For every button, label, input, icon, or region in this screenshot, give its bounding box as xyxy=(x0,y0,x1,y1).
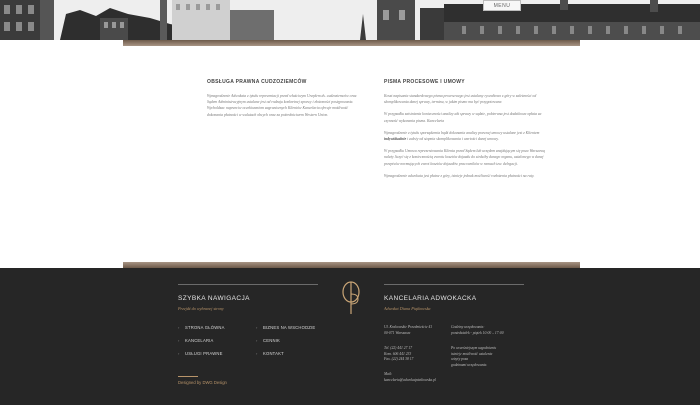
phone-line[interactable]: Fax. (22) 244 38 17 xyxy=(384,357,414,362)
address-line: 00-071 Warszawa xyxy=(384,330,411,335)
nav-link-contact[interactable] xyxy=(256,351,284,356)
footer xyxy=(0,268,700,405)
hours-value: poniedziałek - piątek 10:00 – 17:00 xyxy=(451,330,504,335)
section-paragraph: W przypadku zaistnienia konieczności analizy akt sprawy w sądzie, pobierana jest dodatkowa opłata za czynność wykonania pisma. Kancelaria xyxy=(384,112,542,123)
section-paragraph: Wynagrodzenie adwokata jest płatne z góry, istnieje jednak możliwość rozłożenia płatności na raty. xyxy=(384,173,535,178)
pleadings-contracts-section xyxy=(384,79,548,185)
quick-nav-subtitle: Przejdź do wybranej strony xyxy=(178,306,224,311)
nav-link-label: STRONA GŁÓWNA xyxy=(185,325,225,330)
note-line: istnieje możliwość ustalenia xyxy=(451,351,493,356)
note-line: Po wcześniejszym uzgodnieniu xyxy=(451,346,497,350)
arrow-right-icon: › xyxy=(178,351,180,356)
arrow-right-icon: › xyxy=(256,351,258,356)
nav-link-home[interactable] xyxy=(178,325,225,330)
note-line: godzinami urzędowania. xyxy=(451,362,488,367)
section-title: PISMA PROCESOWE I UMOWY xyxy=(384,79,465,85)
visit-note xyxy=(451,346,496,368)
divider xyxy=(178,376,198,377)
section-title: OBSŁUGA PRAWNA CUDZOZIEMCÓW xyxy=(207,79,307,85)
foreigners-legal-section xyxy=(207,79,365,124)
note-line: wizyty poza xyxy=(451,357,469,362)
nav-link-label: KONTAKT xyxy=(263,351,284,356)
office-hours xyxy=(451,325,504,336)
section-paragraph: Koszt napisania standardowego pisma procesowego jest ustalany ryczałtowo z góry w zależności od skomplikowania danej sprawy, terminu, w jakim pismo ma być przygotowane. xyxy=(384,94,537,105)
city-skyline-image xyxy=(0,0,700,40)
divider xyxy=(178,284,318,285)
section-paragraph: Wynagrodzenie Adwokata z tytułu reprezentacji przed właściwym Urzędem ds. cudzoziemców oraz Sądem Administracyjnym ustalane jest od rodzaju konkretnej sprawy i złożoności postępowania. Wycholdzac naprzeciw oczekiwaniom zagranicznych Klientów Kancelaria oferuje możliwość dokonania płatności w walutach obcych oraz za pośrednictwem Western Union. xyxy=(207,94,357,117)
address-line: Ul. Krakowskie Przedmieście 41 xyxy=(384,325,433,329)
nav-link-label: BIZNES NA WSCHODZIE xyxy=(263,325,316,330)
hours-title: Godziny urzędowania: xyxy=(451,325,485,329)
address xyxy=(384,325,432,336)
phones xyxy=(384,346,413,363)
email-label: Mail: xyxy=(384,372,393,376)
nav-link-business-east[interactable] xyxy=(256,325,315,330)
phone-line[interactable]: Kom. 606 441 233 xyxy=(384,351,412,356)
emphasized-word: indywidualnie xyxy=(384,137,407,142)
nav-link-pricing[interactable] xyxy=(256,338,280,343)
nav-link-label: KANCELARIA xyxy=(185,338,214,343)
email-link[interactable]: kancelaria@adwokatpiatkowska.pl xyxy=(384,377,437,382)
section-paragraph: W przypadku Umowa reprezentowania Klienta przed Sądem lub urzędem znajdującym się poza Warszawą należy liczyć się z koniecznością zwrotu kosztów dojazdu do siedziby danego organu, ustalonego w danej przepisów normujących zwrot kosztów dojazdów pracowników w ramach tzw. delegacji. xyxy=(384,149,545,166)
phone-line[interactable]: Tel. (22) 441 27 17 xyxy=(384,346,413,350)
pricing-content xyxy=(0,46,700,262)
designed-by-link[interactable]: Designed by DWG Design xyxy=(178,380,227,385)
email-block xyxy=(384,372,436,383)
quick-nav-title: SZYBKA NAWIGACJA xyxy=(178,295,250,302)
arrow-right-icon: › xyxy=(256,325,258,330)
arrow-right-icon: › xyxy=(256,338,258,343)
nav-link-label: CENNIK xyxy=(263,338,281,343)
nav-link-services[interactable] xyxy=(178,351,223,356)
dp-monogram-logo[interactable] xyxy=(340,280,362,316)
hero-banner xyxy=(0,0,700,40)
divider xyxy=(384,284,524,285)
section-paragraph: Wynagrodzenie z tytułu sporządzenia bądź dokonania analizy prawnej umowy ustalane jest z Klientem indywidualnie i zależy od stopnia skomplikowania i wartości danej umowy. xyxy=(384,130,540,142)
menu-button[interactable]: MENU xyxy=(483,0,521,11)
nav-link-label: USŁUGI PRAWNE xyxy=(185,351,223,356)
office-subtitle: Adwokat Diana Piątkowska xyxy=(384,306,431,311)
arrow-right-icon: › xyxy=(178,338,180,343)
office-title: KANCELARIA ADWOKACKA xyxy=(384,295,477,302)
nav-link-office[interactable] xyxy=(178,338,214,343)
arrow-right-icon: › xyxy=(178,325,180,330)
